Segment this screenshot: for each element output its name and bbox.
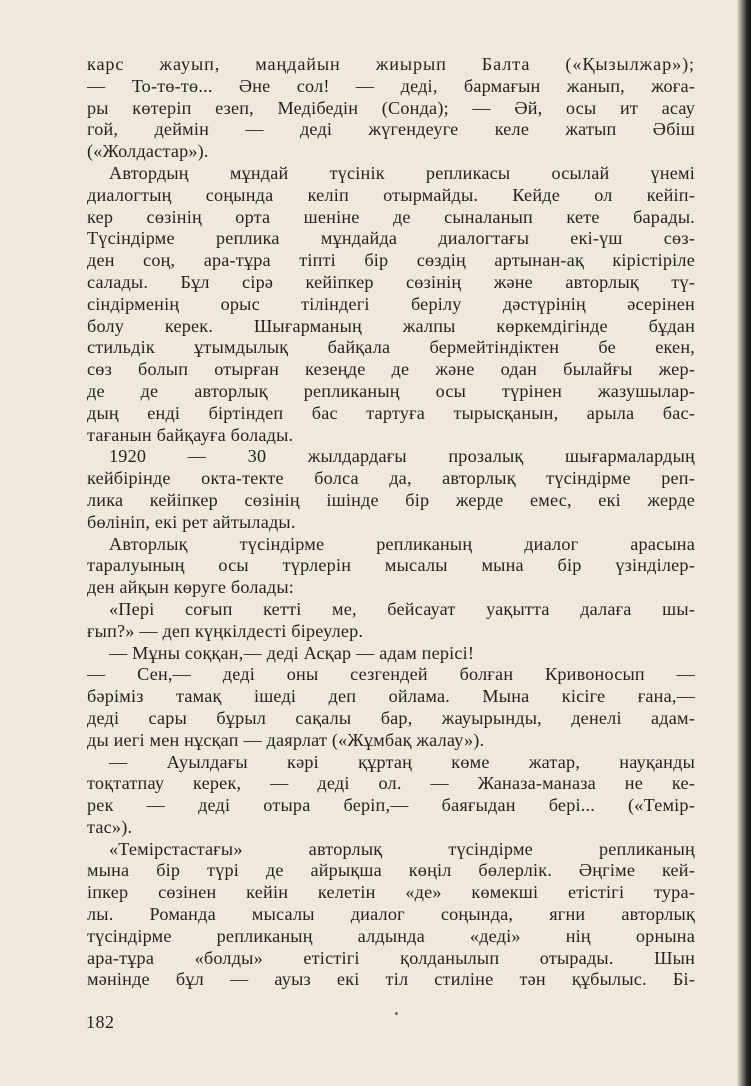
print-speck [395,1012,398,1015]
text-line: іпкер сөзінен кейін келетін «де» көмекші етістігі тура- [87,882,695,903]
text-line: Авторлық түсіндірме репликаның диалог арасына [109,533,695,554]
text-line: Автордың мұндай түсінік репликасы осылай үнемі [109,162,695,183]
text-line: мына бір түрі де айрықша көңіл бөлерлік. Әңгіме кей- [87,860,695,881]
text-line: болу керек. Шығарманың жалпы көркемдігінде бұдан [87,315,695,336]
text-line: де де авторлық репликаның осы түрінен жазушылар- [87,380,695,401]
text-line: гой, деймін — деді жүгендеуге келе жатып Әбіш [87,119,695,140]
text-line: ды иегі мен нұсқап — даярлат («Жұмбақ жалау»). [87,729,485,750]
text-line: бәріміз тамақ ішеді деп ойлама. Мына кісіге ғана,— [87,686,695,707]
text-line: тас»). [87,816,133,837]
text-line: («Жолдастар»). [87,141,209,162]
text-line: түсіндірме репликаның алдында «деді» нің орнына [87,925,695,946]
text-line: лы. Романда мысалы диалог соңында, ягни авторлық [87,904,695,925]
text-line: — То-тө-тө... Әне сол! — деді, бармағын жанып, жоға- [87,75,695,96]
text-line: рек — деді отыра беріп,— баяғыдан бері... («Темір- [87,795,695,816]
text-line: ден айқын көруге болады: [87,577,295,598]
text-line: тағанын байқауға болады. [87,424,294,445]
text-line: салады. Бұл сірә кейіпкер сөзінің және авторлық тү- [87,271,695,292]
text-line: стильдік ұтымдылық байқала бермейтіндіктен бе екен, [87,337,695,358]
text-line: кейбірінде окта-текте болса да, авторлық түсіндірме реп- [87,468,695,489]
text-line: ры көтеріп езеп, Медібедін (Сонда); — Әй, осы ит асау [87,97,695,118]
text-line: таралуының осы түрлерін мысалы мына бір үзінділер- [87,555,695,576]
text-line: бөлініп, екі рет айтылады. [87,511,296,532]
text-line: «Пері соғып кетті ме, бейсауат уақытта далаға шы- [109,598,695,619]
text-line: — Мұны соққан,— деді Асқар — адам перісі! [109,642,475,663]
text-line: — Сен,— деді оны сезгендей болған Кривоносып — [87,664,695,685]
text-line: сөз болып отырған кезеңде де және одан былайғы жер- [87,359,695,380]
text-line: ден соң, ара-тұра тіпті бір сөздің артынан-ақ кірістіріле [87,250,695,271]
text-line: ғып?» — деп күңкілдесті біреулер. [87,620,364,641]
text-line: кер сөзінің орта шеніне де сыналанып кете барады. [87,206,695,227]
text-line: Түсіндірме реплика мұндайда диалогтағы екі-үш сөз- [87,228,695,249]
text-line: диалогтың соңында келіп отырмайды. Кейде ол кейіп- [87,184,695,205]
text-line: 1920 — 30 жылдардағы прозалық шығармалардың [109,446,695,467]
text-line: деді сары бұрыл сақалы бар, жауырынды, денелі адам- [87,707,695,728]
text-line: карс жауып, маңдайын жиырып Балта («Қызылжар»); [87,54,695,74]
text-line: дың енді біртіндеп бас тартуға тырысқанын, арыла бас- [87,402,695,423]
page-edge-shadow [737,0,751,1086]
text-line: мәнінде бұл — ауыз екі тіл стиліне тән құбылыс. Бі- [87,969,695,990]
text-line: ара-тұра «болды» етістігі қолданылып отырады. Шын [87,947,695,968]
text-line: лика кейіпкер сөзінің ішінде бір жерде емес, екі жерде [87,489,695,510]
text-line: «Темірстастағы» авторлық түсіндірме репликаның [109,838,695,859]
text-line: сіндірменің орыс тіліндегі берілу дәстүрінің әсерінен [87,293,695,314]
text-line: — Ауылдағы кәрі құртаң көме жатар, науқанды [109,751,695,772]
text-line: тоқтатпау керек, — деді ол. — Жаназа-маназа не ке- [87,773,695,794]
page-number: 182 [86,1012,115,1032]
body-text [87,54,695,991]
